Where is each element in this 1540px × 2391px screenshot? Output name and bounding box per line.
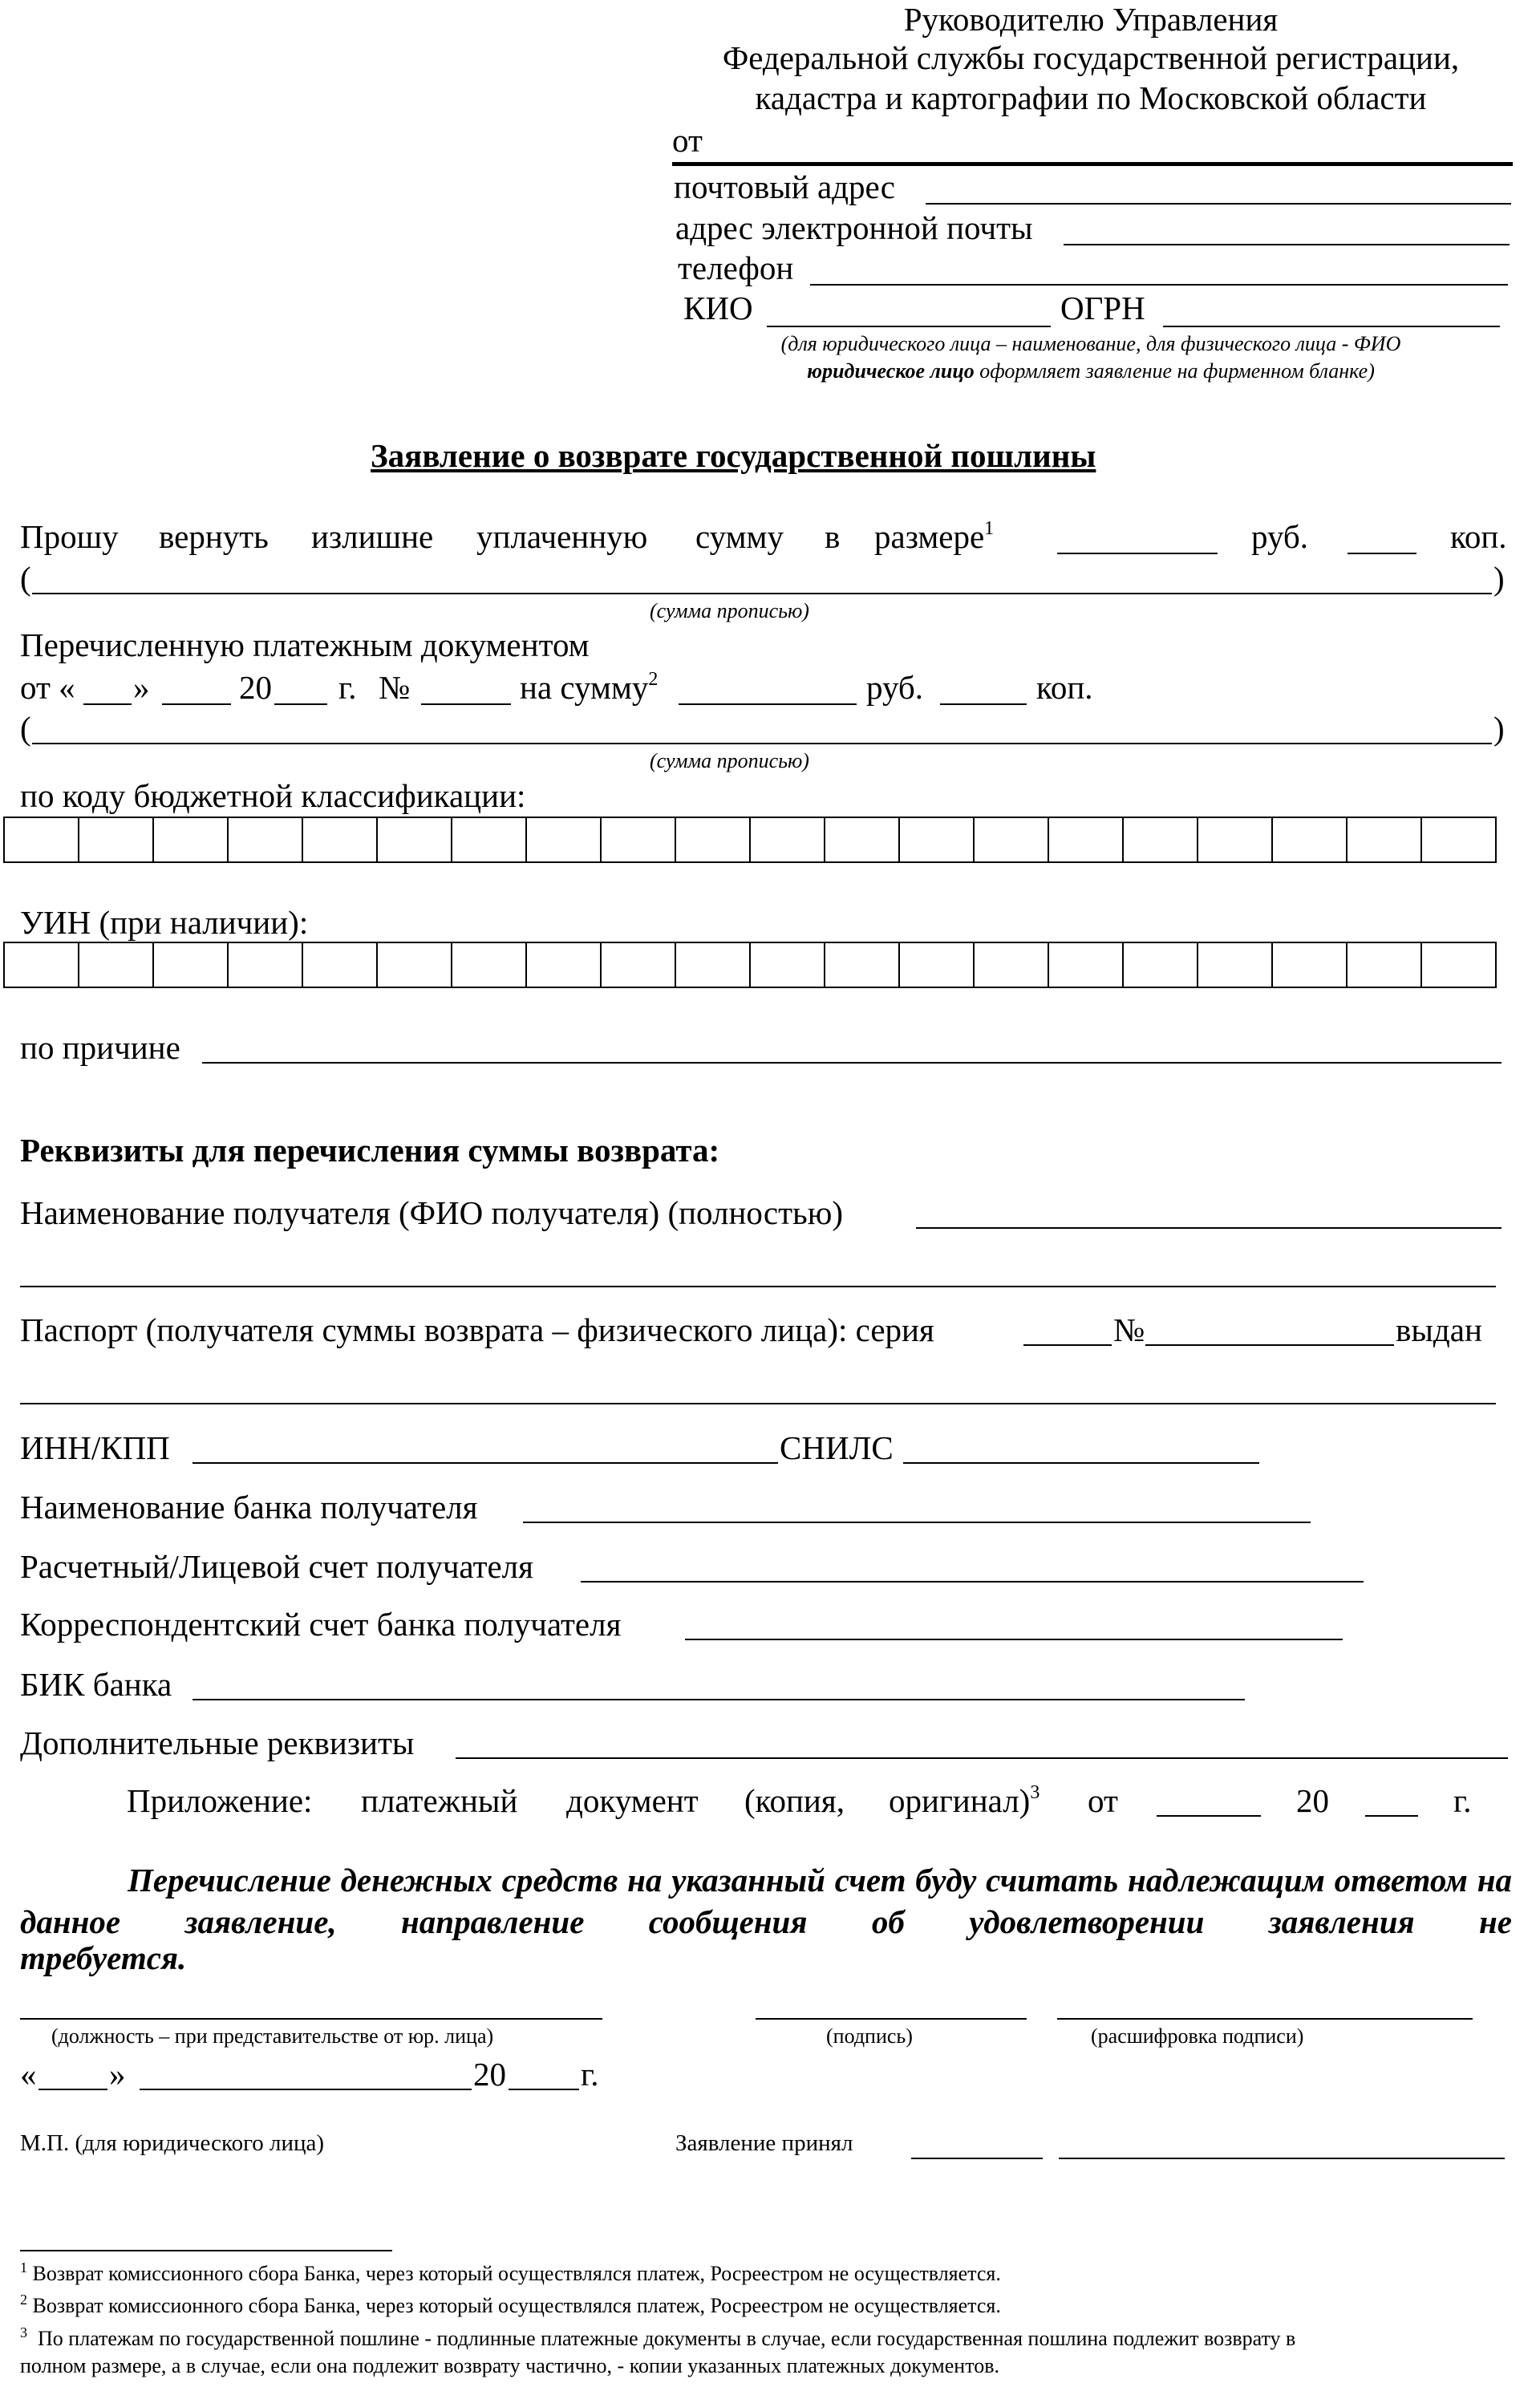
footnote-1-mark: 1	[20, 2259, 27, 2276]
footnote-3	[20, 2324, 1296, 2350]
inn-kpp-field[interactable]	[192, 1462, 778, 1464]
recipient-name-label: Наименование получателя (ФИО получателя) (полностью)	[20, 1194, 844, 1231]
addressee-line-3: кадастра и картографии по Московской области	[755, 79, 1427, 116]
reason-label: по причине	[20, 1029, 180, 1066]
payment-doc-label: Перечисленную платежным документом	[20, 626, 590, 663]
amount-words-note-1: (сумма прописью)	[650, 599, 809, 622]
uin-cell[interactable]	[1348, 943, 1422, 987]
kbk-cell[interactable]	[378, 818, 452, 861]
bik-label: БИК банка	[20, 1666, 172, 1703]
account-field[interactable]	[581, 1581, 1364, 1583]
date-close-quote: »	[109, 2056, 126, 2093]
attachment-from: от	[1088, 1782, 1118, 1819]
footnote-ref-3: 3	[1030, 1782, 1040, 1803]
signature-decode-field[interactable]	[1057, 2018, 1473, 2020]
attachment-year-field[interactable]	[1365, 1815, 1418, 1817]
position-note: (должность – при представительстве от юр. лица)	[51, 2024, 494, 2048]
amount-words-note-2: (сумма прописью)	[650, 749, 809, 772]
kbk-cell[interactable]	[1198, 818, 1273, 861]
kbk-cell[interactable]	[975, 818, 1049, 861]
signature-note: (подпись)	[826, 2024, 913, 2048]
uin-cell[interactable]	[1049, 943, 1124, 987]
uin-cell[interactable]	[229, 943, 303, 987]
statement-last: требуется.	[20, 1939, 187, 1976]
ogrn-field[interactable]	[1163, 326, 1500, 327]
passport-series-field[interactable]	[1023, 1344, 1112, 1346]
passport-label: Паспорт (получателя суммы возврата – физического лица): серия	[20, 1311, 934, 1348]
passport-number-sign: №	[1113, 1311, 1145, 1348]
bik-field[interactable]	[192, 1699, 1245, 1700]
kbk-cell[interactable]	[1049, 818, 1124, 861]
pay-kop-label: коп.	[1036, 669, 1093, 706]
from-field[interactable]	[672, 162, 1513, 166]
attachment-word-1: Приложение:	[127, 1782, 313, 1819]
footnote-2	[20, 2292, 1001, 2317]
phone-field[interactable]	[810, 284, 1508, 286]
statement-text: Перечисление денежных средств на указанный счет буду считать надлежащим ответом на данное заявление, направление сообщения об удовлетворении заявления не	[20, 1862, 1512, 1940]
kop-label: коп.	[1450, 518, 1507, 555]
kbk-cell[interactable]	[1422, 818, 1497, 861]
sign-month-field[interactable]	[140, 2089, 472, 2090]
sign-year-prefix: 20	[473, 2056, 506, 2093]
kbk-cell[interactable]	[154, 818, 229, 861]
uin-cell[interactable]	[825, 943, 900, 987]
sign-day-field[interactable]	[38, 2089, 107, 2090]
kbk-cell[interactable]	[452, 818, 527, 861]
account-label: Расчетный/Лицевой счет получателя	[20, 1548, 534, 1585]
footnote-1-text: Возврат комиссионного сбора Банка, через который осуществлялся платеж, Росреестром не осуществляется.	[32, 2262, 1001, 2285]
attachment-word-4: (копия,	[744, 1782, 845, 1819]
footnote-3-text: По платежам по государственной пошлине - подлинные платежные документы в случае, если государственная пошлина подлежит возврату в	[38, 2327, 1296, 2350]
request-word-7	[874, 518, 995, 555]
pay-day-field[interactable]	[83, 703, 132, 705]
bank-name-label: Наименование банка получателя	[20, 1489, 478, 1526]
pay-number-field[interactable]	[421, 703, 511, 705]
footnote-2-mark: 2	[20, 2292, 27, 2308]
pay-year-field[interactable]	[274, 703, 327, 705]
corr-account-field[interactable]	[685, 1639, 1343, 1640]
uin-cell[interactable]	[751, 943, 825, 987]
corr-account-label: Корреспондентский счет банка получателя	[20, 1606, 622, 1643]
accepted-sign-field[interactable]	[911, 2158, 1043, 2159]
amount-kop-field[interactable]	[1348, 553, 1416, 554]
uin-label: УИН (при наличии):	[20, 904, 309, 941]
pay-month-field[interactable]	[162, 703, 231, 705]
snils-label: СНИЛС	[780, 1429, 894, 1466]
header-note-rest: оформляет заявление на фирменном бланке)	[974, 359, 1375, 383]
email-field[interactable]	[1064, 244, 1510, 245]
close-paren-1: )	[1493, 560, 1505, 597]
attachment-word-2: платежный	[361, 1782, 518, 1819]
quote-close: »	[133, 669, 150, 706]
request-word-4: уплаченную	[476, 518, 648, 555]
amount-words-field-2[interactable]	[32, 743, 1492, 744]
postal-address-label: почтовый адрес	[674, 168, 895, 205]
uin-cell[interactable]	[527, 943, 602, 987]
phone-label: телефон	[678, 249, 794, 286]
accepted-name-field[interactable]	[1059, 2158, 1505, 2159]
accepted-label: Заявление принял	[675, 2130, 853, 2156]
additional-label: Дополнительные реквизиты	[20, 1724, 415, 1761]
addressee-line-1: Руководителю Управления	[903, 1, 1279, 38]
sign-year-suffix: г.	[581, 2056, 599, 2093]
uin-cell[interactable]	[1422, 943, 1497, 987]
kbk-cell[interactable]	[1124, 818, 1198, 861]
request-word-1: Прошу	[20, 518, 119, 555]
postal-address-field[interactable]	[926, 203, 1511, 205]
reason-field[interactable]	[202, 1062, 1502, 1064]
recipient-name-field-2[interactable]	[20, 1286, 1496, 1287]
header-note-bold: юридическое лицо	[807, 359, 975, 383]
signature-decode-note: (расшифровка подписи)	[1091, 2024, 1304, 2048]
signature-field[interactable]	[756, 2018, 1027, 2020]
kbk-cell[interactable]	[825, 818, 900, 861]
attachment-word-5	[889, 1782, 1040, 1819]
kbk-cell[interactable]	[1273, 818, 1348, 861]
rub-label: руб.	[1251, 518, 1309, 555]
kbk-cell[interactable]	[527, 818, 602, 861]
pay-rub-label: руб.	[866, 669, 924, 706]
footnote-2-text: Возврат комиссионного сбора Банка, через который осуществлялся платеж, Росреестром не осуществляется.	[32, 2294, 1001, 2317]
ogrn-label: ОГРН	[1060, 290, 1145, 326]
open-paren-1: (	[20, 560, 31, 597]
uin-cell[interactable]	[154, 943, 229, 987]
stamp-label: М.П. (для юридического лица)	[20, 2130, 325, 2156]
uin-cell[interactable]	[1124, 943, 1198, 987]
kbk-label: по коду бюджетной классификации:	[20, 777, 526, 814]
uin-cell[interactable]	[1198, 943, 1273, 987]
uin-cell[interactable]	[676, 943, 751, 987]
uin-cell[interactable]	[975, 943, 1049, 987]
recipient-name-field[interactable]	[916, 1227, 1502, 1229]
passport-issued-field[interactable]	[20, 1403, 1496, 1404]
kbk-cell[interactable]	[900, 818, 975, 861]
position-field[interactable]	[20, 2018, 602, 2020]
header-note-1: (для юридического лица – наименование, для физического лица - ФИО	[780, 332, 1401, 355]
passport-number-field[interactable]	[1145, 1344, 1394, 1346]
kbk-cell[interactable]	[5, 818, 79, 861]
document-title: Заявление о возврате государственной пошлины	[371, 437, 1096, 474]
kbk-cell[interactable]	[1348, 818, 1422, 861]
footnote-ref-2: 2	[648, 669, 659, 690]
uin-cell[interactable]	[378, 943, 452, 987]
pay-sum-kop-field[interactable]	[940, 703, 1027, 705]
uin-cell[interactable]	[79, 943, 154, 987]
kbk-cell[interactable]	[602, 818, 676, 861]
request-word-razmere: размере	[874, 518, 985, 555]
kbk-cell[interactable]	[79, 818, 154, 861]
attachment-year-suffix: г.	[1453, 1782, 1472, 1819]
year-prefix: 20	[239, 669, 272, 706]
amount-rub-field[interactable]	[1057, 553, 1218, 554]
request-word-6: в	[825, 518, 841, 555]
uin-cell[interactable]	[452, 943, 527, 987]
uin-cell[interactable]	[900, 943, 975, 987]
footnote-1	[20, 2259, 1001, 2285]
uin-cell[interactable]	[5, 943, 79, 987]
request-word-5: сумму	[695, 518, 784, 555]
for-sum-label	[520, 671, 658, 704]
kbk-cells	[3, 817, 1497, 863]
open-paren-2: (	[20, 710, 31, 747]
kio-label: КИО	[683, 290, 753, 326]
footnote-ref-1: 1	[984, 518, 995, 539]
date-open-quote: «	[20, 2056, 37, 2093]
attachment-original: оригинал)	[889, 1782, 1031, 1819]
for-sum-text: на сумму	[520, 669, 649, 706]
inn-kpp-label: ИНН/КПП	[20, 1429, 170, 1466]
uin-cell[interactable]	[1273, 943, 1348, 987]
pay-sum-rub-field[interactable]	[679, 703, 857, 705]
footnote-3-mark: 3	[20, 2324, 27, 2340]
requisites-heading: Реквизиты для перечисления суммы возврата:	[20, 1132, 720, 1169]
close-paren-2: )	[1493, 710, 1505, 747]
attachment-date-field[interactable]	[1157, 1815, 1261, 1817]
date-from-label: от «	[20, 669, 75, 706]
request-word-3: излишне	[311, 518, 434, 555]
number-sign: №	[379, 669, 411, 706]
bank-name-field[interactable]	[523, 1522, 1311, 1523]
kio-field[interactable]	[767, 326, 1051, 327]
kbk-cell[interactable]	[676, 818, 751, 861]
uin-cells	[3, 942, 1497, 988]
additional-field[interactable]	[456, 1757, 1508, 1759]
year-suffix: г.	[338, 669, 357, 706]
kbk-cell[interactable]	[229, 818, 303, 861]
snils-field[interactable]	[903, 1462, 1259, 1464]
request-word-2: вернуть	[159, 518, 269, 555]
email-label: адрес электронной почты	[675, 209, 1033, 246]
header-note-2	[0, 361, 1540, 382]
attachment-year-prefix: 20	[1296, 1782, 1329, 1819]
amount-words-field-1[interactable]	[32, 593, 1492, 594]
addressee-line-2: Федеральной службы государственной регистрации,	[722, 39, 1460, 76]
from-label: от	[672, 122, 703, 159]
uin-cell[interactable]	[602, 943, 676, 987]
kbk-cell[interactable]	[303, 818, 378, 861]
attachment-word-3: документ	[566, 1782, 699, 1819]
footnote-separator	[20, 2250, 392, 2251]
kbk-cell[interactable]	[751, 818, 825, 861]
passport-issued-label: выдан	[1396, 1311, 1482, 1348]
footnote-3-continued: полном размере, а в случае, если она подлежит возврату частично, - копии указанных платежных документов.	[20, 2354, 1000, 2377]
uin-cell[interactable]	[303, 943, 378, 987]
sign-year-field[interactable]	[509, 2089, 579, 2090]
